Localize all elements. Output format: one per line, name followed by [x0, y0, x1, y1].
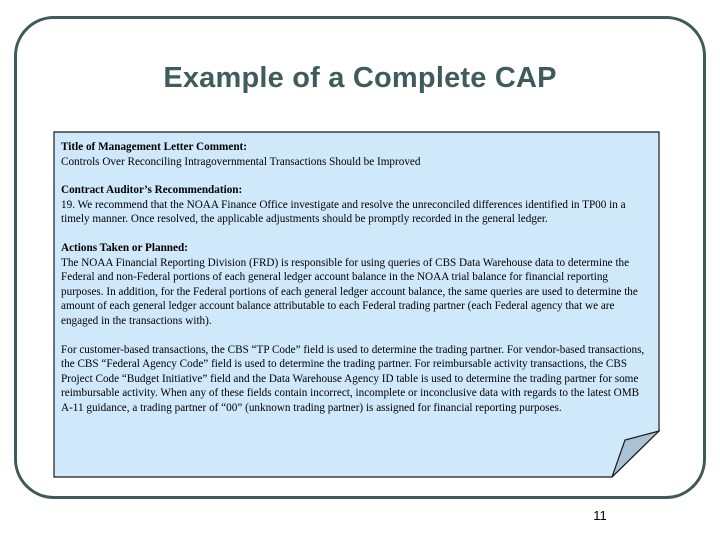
recommendation-section: [61, 183, 653, 227]
actions-text: The NOAA Financial Reporting Division (FRD) is responsible for using queries of CBS Data Warehouse data to determine the Federal and non-Federal portions of each general ledger account balance in the NOAA trial balance for financial reporting purposes. In addition, for the Federal portions of each general ledger account balance, the same queries are used to determine the amount of each general ledger account balance attributable to each Federal trading partner (each Federal agency that we are engaged in the transactions with).: [61, 256, 638, 327]
management-comment-section: [61, 140, 653, 169]
details-text: For customer-based transactions, the CBS “TP Code” field is used to determine the trading partner. For vendor-based transactions, the CBS “Federal Agency Code” field is used to determine the trading partner. For reimbursable activity transactions, the CBS Project Code “Budget Initiative” field and the Data Warehouse Agency ID table is used to determine the trading partner for some reimbursable activity. When any of these fields contain incorrect, incomplete or inconclusive data with regards to the latest OMB A-11 guidance, a trading partner of “00” (unknown trading partner) is assigned for financial reporting purposes.: [61, 343, 645, 414]
actions-section: [61, 241, 653, 329]
note-card: [53, 131, 660, 478]
details-section: [61, 343, 653, 416]
note-content: [61, 140, 653, 430]
recommendation-text: 19. We recommend that the NOAA Finance Office investigate and resolve the unreconciled differences identified in TP00 in a timely manner. Once resolved, the applicable adjustments should be promptly recorded in the general ledger.: [61, 198, 626, 226]
page-number: 11: [593, 508, 607, 523]
actions-heading: Actions Taken or Planned:: [61, 241, 188, 254]
management-comment-text: Controls Over Reconciling Intragovernmental Transactions Should be Improved: [61, 155, 421, 168]
slide-title: Example of a Complete CAP: [163, 62, 557, 94]
recommendation-heading: Contract Auditor’s Recommendation:: [61, 184, 243, 197]
management-comment-heading: Title of Management Letter Comment:: [61, 141, 247, 153]
